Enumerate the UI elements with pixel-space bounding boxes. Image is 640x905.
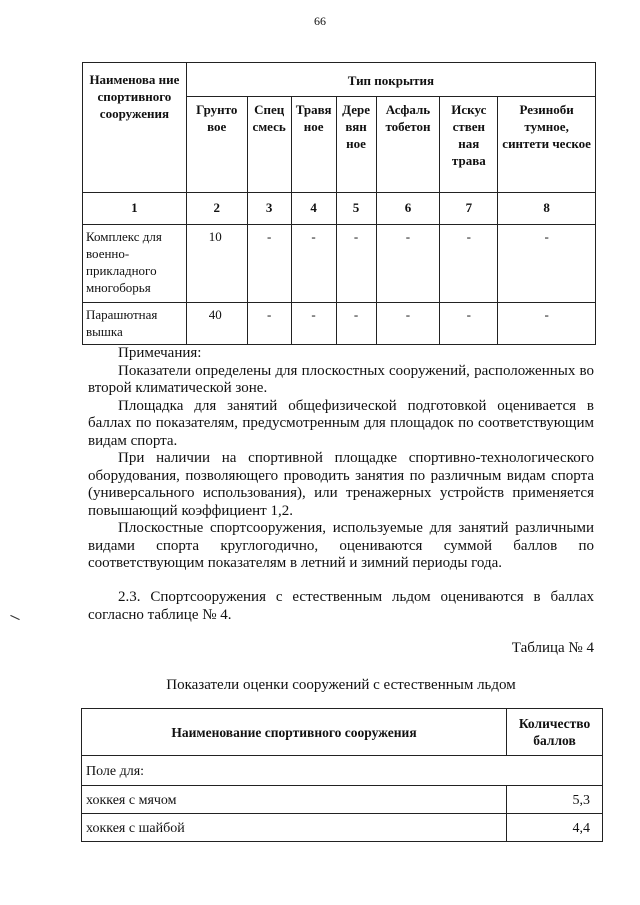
score-cell: - xyxy=(247,303,291,345)
column-number: 7 xyxy=(440,193,498,225)
sports-surface-table xyxy=(82,62,596,345)
surface-type-header: Тип покрытия xyxy=(186,63,595,97)
score-cell: - xyxy=(336,225,376,303)
table-label: Таблица № 4 xyxy=(511,640,594,656)
column-number: 4 xyxy=(291,193,336,225)
column-header: Грунто вое xyxy=(186,97,247,193)
column-header: Асфаль тобетон xyxy=(376,97,440,193)
column-header: Спец смесь xyxy=(247,97,291,193)
note-paragraph: Плоскостные спортсооружения, используемые для занятий различными видами спорта круглогодично, оцениваются суммой баллов по соответствующим показателям в летний и зимний периоды года. xyxy=(88,520,594,571)
score-cell: 5,3 xyxy=(507,786,603,814)
group-row-label: Поле для: xyxy=(82,756,603,786)
page-number: 66 xyxy=(314,14,326,28)
table-row xyxy=(83,225,596,303)
note-paragraph: При наличии на спортивной площадке спортивно-технологического оборудования, позволяющего проводить занятия по различным видам спорта (универсального использования), или тренажерных устройств применяется повышающий коэффициент 1,2. xyxy=(88,450,594,519)
column-header: Резиноби тумное, синтети ческое xyxy=(498,97,596,193)
note-paragraph: Показатели определены для плоскостных сооружений, расположенных во второй климатической зоне. xyxy=(88,362,594,396)
natural-ice-table xyxy=(81,708,603,842)
column-number: 2 xyxy=(186,193,247,225)
section-2-3-text: 2.3. Спортсооружения с естественным льдом оцениваются в баллах согласно таблице № 4. xyxy=(88,589,594,623)
score-cell: - xyxy=(498,303,596,345)
score-cell: - xyxy=(498,225,596,303)
column-header: Дере вян ное xyxy=(336,97,376,193)
table-row xyxy=(82,756,603,786)
column-header: Травя ное xyxy=(291,97,336,193)
facility-name-header: Наименова ние спортивного сооружения xyxy=(83,63,187,193)
score-cell: - xyxy=(247,225,291,303)
column-header: Искус ствен ная трава xyxy=(440,97,498,193)
score-cell: - xyxy=(376,225,440,303)
score-cell: - xyxy=(376,303,440,345)
column-number: 3 xyxy=(247,193,291,225)
facility-name: Комплекс для военно-прикладного многоборья xyxy=(83,225,187,303)
facility-name: хоккея с шайбой xyxy=(82,814,507,842)
facility-name: Парашютная вышка xyxy=(83,303,187,345)
column-number: 8 xyxy=(498,193,596,225)
score-cell: - xyxy=(440,225,498,303)
table-row xyxy=(83,303,596,345)
notes-heading: Примечания: xyxy=(118,345,202,361)
column-number: 5 xyxy=(336,193,376,225)
score-cell: - xyxy=(440,303,498,345)
facility-name-header: Наименование спортивного сооружения xyxy=(82,709,507,756)
notes-section xyxy=(88,345,594,573)
table-row xyxy=(82,786,603,814)
margin-mark xyxy=(10,615,19,620)
score-cell: - xyxy=(291,225,336,303)
score-cell: - xyxy=(291,303,336,345)
score-header: Количество баллов xyxy=(507,709,603,756)
score-cell: 40 xyxy=(186,303,247,345)
facility-name: хоккея с мячом xyxy=(82,786,507,814)
note-paragraph: Площадка для занятий общефизической подготовкой оценивается в баллах по показателям, предусмотренным для площадок по соответствующим видам спорта. xyxy=(88,397,594,449)
column-number: 1 xyxy=(83,193,187,225)
score-cell: 10 xyxy=(186,225,247,303)
section-2-3 xyxy=(88,588,594,624)
score-cell: 4,4 xyxy=(507,814,603,842)
column-number: 6 xyxy=(376,193,440,225)
table-row xyxy=(82,814,603,842)
table-caption: Показатели оценки сооружений с естественным льдом xyxy=(166,677,516,693)
score-cell: - xyxy=(336,303,376,345)
